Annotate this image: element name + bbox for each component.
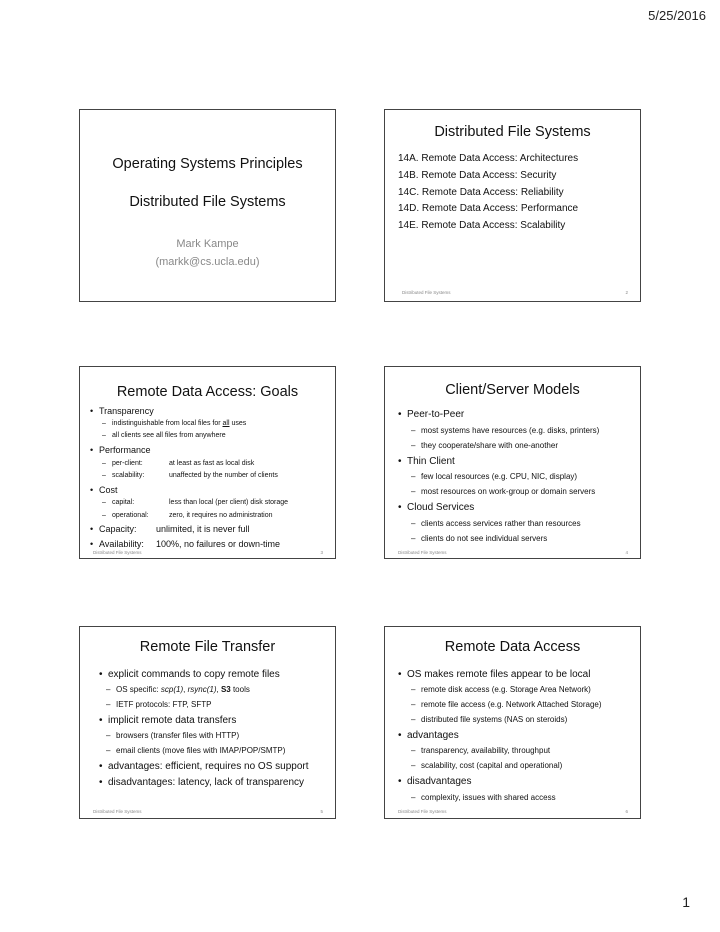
sub-most-systems: – most systems have resources (e.g. disks, printers) [421,426,599,435]
slide-6-title: Remote Data Access [444,639,581,655]
sub-email-clients: – email clients (move files with IMAP/POP/SMTP) [116,746,285,755]
slide-3 [79,366,336,559]
page-number: 1 [682,894,690,910]
bullet-os-makes-remote: • OS makes remote files appear to be local [407,669,590,680]
capital-value: less than local (per client) disk storage [169,499,289,506]
scp-command: scp(1) [160,685,184,694]
bullet-cloud-services: • Cloud Services [407,502,474,513]
os-specific-pre: OS specific: [116,685,161,694]
sub-complexity: – complexity, issues with shared access [421,793,556,802]
bullet-performance: • Performance [99,445,151,455]
sub-distributed-fs: – distributed file systems (NAS on steroids) [421,715,567,724]
sub-scalability [112,472,278,479]
bullet-advantages: • advantages [407,730,459,741]
operational-label: operational: [112,512,149,519]
slide-5-number: 5 [320,809,323,814]
sub-os-specific [116,685,250,694]
bullet-cost: • Cost [99,485,118,495]
slide-4-footer: Distributed File Systems [398,550,447,555]
capital-label: capital: [112,499,135,506]
slide-3-title: Remote Data Access: Goals [116,384,299,400]
availability-value: 100%, no failures or down-time [156,539,281,549]
slide-3-number: 3 [320,550,323,555]
sub-capital [112,499,288,506]
slide-4 [384,366,641,559]
sub-clients-access: – clients access services rather than resources [421,519,581,528]
per-client-value: at least as fast as local disk [169,460,255,467]
slide-2-title: Distributed File Systems [434,124,591,140]
toc-item-security: 14B. Remote Data Access: Security [398,170,557,181]
sub-all-clients: – all clients see all files from anywhere [112,432,226,439]
s3-label: S3 [220,685,231,694]
sub-browsers: – browsers (transfer files with HTTP) [116,731,239,740]
slide-3-footer: Distributed File Systems [93,550,142,555]
sub-remote-disk: – remote disk access (e.g. Storage Area Network) [421,685,591,694]
slide-1-title: Operating Systems Principles [112,156,303,172]
sub-most-resources: – most resources on work-group or domain servers [421,487,595,496]
toc-item-performance: 14D. Remote Data Access: Performance [398,203,579,214]
bullet-explicit-commands: • explicit commands to copy remote files [108,669,280,680]
slide-4-title: Client/Server Models [445,382,580,398]
sub-indistinguishable-pre: indistinguishable from local files for [112,420,223,427]
capacity-value: unlimited, it is never full [156,524,250,534]
sub-operational [112,512,273,519]
sub-indistinguishable-post: uses [229,420,247,427]
sub-remote-file: – remote file access (e.g. Network Attached Storage) [421,700,602,709]
slide-2 [384,109,641,302]
os-specific-sep1: , [183,685,188,694]
sub-cooperate: – they cooperate/share with one-another [421,441,558,450]
slide-1-author: Mark Kampe [176,238,239,250]
sub-indistinguishable [112,420,246,427]
os-specific-post: tools [230,685,250,694]
capacity-label: Capacity: [99,524,137,534]
slide-2-footer: Distributed File Systems [402,290,451,295]
sub-few-local: – few local resources (e.g. CPU, NIC, display) [421,472,577,481]
toc-item-scalability: 14E. Remote Data Access: Scalability [398,220,566,231]
bullet-disadvantages: • disadvantages: latency, lack of transparency [108,777,304,788]
slide-6-number: 6 [625,809,628,814]
scalability-value: unaffected by the number of clients [169,472,278,479]
slide-1 [79,109,336,302]
slide-1-subtitle: Distributed File Systems [129,194,286,210]
sub-scalability-cost: – scalability, cost (capital and operational) [421,761,562,770]
sub-per-client [112,460,254,467]
toc-item-architectures: 14A. Remote Data Access: Architectures [398,153,579,164]
slide-6 [384,626,641,819]
slide-5-title: Remote File Transfer [139,639,276,655]
slide-1-email: (markk@cs.ucla.edu) [155,256,260,268]
sub-indistinguishable-em: all [222,420,230,427]
handout-date: 5/25/2016 [648,8,706,23]
sub-clients-not-see: – clients do not see individual servers [421,534,547,543]
slide-6-footer: Distributed File Systems [398,809,447,814]
toc-item-reliability: 14C. Remote Data Access: Reliability [398,187,564,198]
bullet-thin-client: • Thin Client [407,456,455,467]
slide-5 [79,626,336,819]
slide-4-number: 4 [625,550,628,555]
bullet-advantages: • advantages: efficient, requires no OS support [108,761,309,772]
bullet-disadvantages: • disadvantages [407,776,472,787]
os-specific-sep2: , [216,685,221,694]
availability-label: Availability: [99,539,144,549]
per-client-label: per-client: [112,460,143,467]
sub-transparency: – transparency, availability, throughput [421,746,550,755]
sub-ietf-protocols: – IETF protocols: FTP, SFTP [116,700,211,709]
bullet-transparency: • Transparency [99,406,154,416]
bullet-peer-to-peer: • Peer-to-Peer [407,409,464,420]
bullet-implicit-transfers: • implicit remote data transfers [108,715,236,726]
operational-value: zero, it requires no administration [169,512,273,519]
slide-5-footer: Distributed File Systems [93,809,142,814]
bullet-availability [99,539,280,549]
slide-2-number: 2 [625,290,628,295]
rsync-command: rsync(1) [187,685,217,694]
bullet-capacity [99,524,250,534]
scalability-label: scalability: [112,472,145,479]
